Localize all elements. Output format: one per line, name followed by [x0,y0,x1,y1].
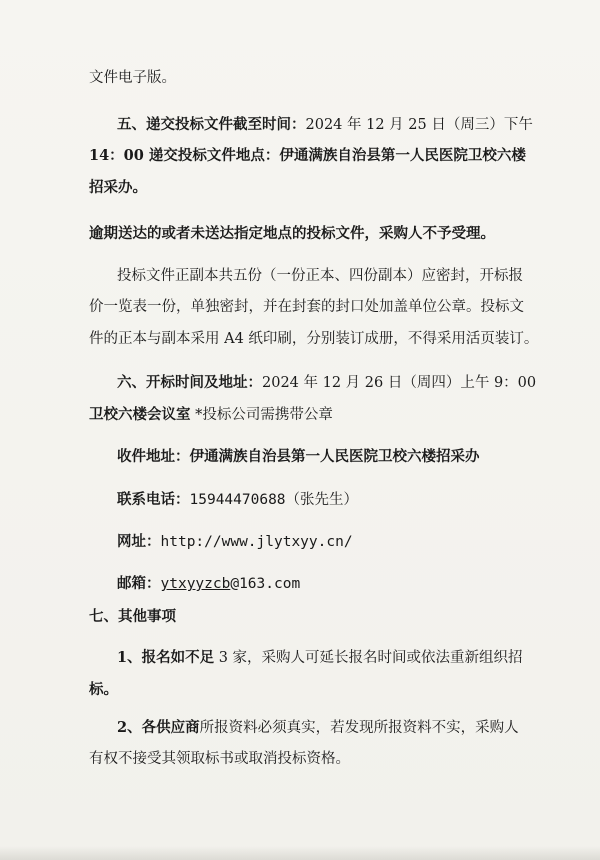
late-submission-notice: 逾期送达的或者未送达指定地点的投标文件，采购人不予受理。 [89,225,495,242]
item-1-line-1: 1、报名如不足 3 家，采购人可延长报名时间或依法重新组织招 [117,649,523,666]
section-7-heading: 七、其他事项 [89,608,176,625]
section-5-deadline: 五、递交投标文件截至时间：2024 年 12 月 25 日（周三）下午 [117,116,533,133]
section-5-location: 14：00 递交投标文件地点：伊通满族自治县第一人民医院卫校六楼 [89,147,526,164]
email: 邮箱：ytxyyzcb@163.com [117,575,301,592]
sealing-paragraph-line-2: 价一览表一份，单独密封，并在封套的封口处加盖单位公章。投标文 [89,299,524,315]
section-5-location-end: 招采办。 [89,179,147,196]
section-6-location: 卫校六楼会议室 *投标公司需携带公章 [89,406,333,423]
text-line-1: 文件电子版。 [89,70,176,86]
email-link[interactable]: ytxyyzcb [160,576,231,592]
page-bottom-shadow [0,846,600,860]
sealing-paragraph-line-1: 投标文件正副本共五份（一份正本、四份副本）应密封，开标报 [117,268,523,284]
contact-phone: 联系电话：15944470688（张先生） [117,491,359,508]
section-6-opening-time: 六、开标时间及地址：2024 年 12 月 26 日（周四）上午 9：00 [117,374,537,391]
item-2-line-2: 有权不接受其领取标书或取消投标资格。 [89,751,350,767]
section-5-heading: 五、递交投标文件截至时间： [117,116,306,133]
item-2-line-1: 2、各供应商所报资料必须真实，若发现所报资料不实，采购人 [117,719,519,736]
delivery-address: 收件地址：伊通满族自治县第一人民医院卫校六楼招采办 [117,448,480,465]
sealing-paragraph-line-3: 件的正本与副本采用 A4 纸印刷，分别装订成册，不得采用活页装订。 [89,331,539,347]
section-6-heading: 六、开标时间及地址： [117,374,262,391]
website-link[interactable]: http://www.jlytxyy.cn/ [160,534,353,550]
website: 网址：http://www.jlytxyy.cn/ [117,533,353,550]
item-1-line-2: 标。 [89,681,118,698]
